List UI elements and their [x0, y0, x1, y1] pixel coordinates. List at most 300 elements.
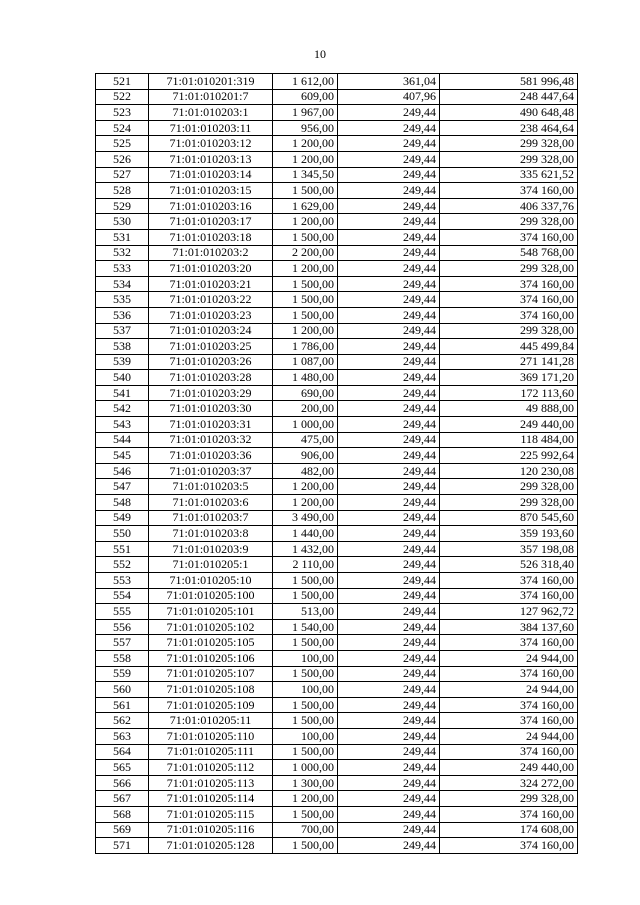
cadastral-value-cell: 374 160,00 — [440, 229, 578, 245]
table-row — [96, 697, 578, 713]
rate-cell: 249,44 — [338, 526, 440, 542]
row-number-cell: 568 — [96, 806, 149, 822]
rate-cell: 249,44 — [338, 417, 440, 433]
area-cell: 1 200,00 — [273, 791, 338, 807]
area-cell: 1 200,00 — [273, 151, 338, 167]
area-cell: 1 500,00 — [273, 292, 338, 308]
cadastral-number-cell: 71:01:010203:20 — [149, 261, 273, 277]
cadastral-value-cell: 118 484,00 — [440, 432, 578, 448]
table-row — [96, 650, 578, 666]
rate-cell: 249,44 — [338, 588, 440, 604]
cadastral-number-cell: 71:01:010203:2 — [149, 245, 273, 261]
rate-cell: 249,44 — [338, 136, 440, 152]
table-row — [96, 573, 578, 589]
cadastral-value-cell: 299 328,00 — [440, 261, 578, 277]
cadastral-value-cell: 127 962,72 — [440, 604, 578, 620]
table-row — [96, 74, 578, 90]
cadastral-number-cell: 71:01:010205:100 — [149, 588, 273, 604]
area-cell: 1 480,00 — [273, 370, 338, 386]
cadastral-number-cell: 71:01:010205:115 — [149, 806, 273, 822]
row-number-cell: 525 — [96, 136, 149, 152]
rate-cell: 249,44 — [338, 105, 440, 121]
row-number-cell: 536 — [96, 307, 149, 323]
row-number-cell: 554 — [96, 588, 149, 604]
row-number-cell: 569 — [96, 822, 149, 838]
rate-cell: 249,44 — [338, 557, 440, 573]
area-cell: 200,00 — [273, 401, 338, 417]
cadastral-value-cell: 299 328,00 — [440, 495, 578, 511]
row-number-cell: 530 — [96, 214, 149, 230]
cadastral-value-cell: 374 160,00 — [440, 713, 578, 729]
row-number-cell: 565 — [96, 760, 149, 776]
area-cell: 1 500,00 — [273, 744, 338, 760]
cadastral-number-cell: 71:01:010203:24 — [149, 323, 273, 339]
cadastral-value-cell: 249 440,00 — [440, 760, 578, 776]
cadastral-value-cell: 445 499,84 — [440, 339, 578, 355]
row-number-cell: 539 — [96, 354, 149, 370]
table-row — [96, 370, 578, 386]
cadastral-number-cell: 71:01:010205:102 — [149, 619, 273, 635]
rate-cell: 249,44 — [338, 495, 440, 511]
table-row — [96, 728, 578, 744]
table-row — [96, 604, 578, 620]
cadastral-value-cell: 374 160,00 — [440, 292, 578, 308]
cadastral-number-cell: 71:01:010203:30 — [149, 401, 273, 417]
table-row — [96, 307, 578, 323]
row-number-cell: 526 — [96, 151, 149, 167]
cadastral-value-cell: 374 160,00 — [440, 276, 578, 292]
area-cell: 2 110,00 — [273, 557, 338, 573]
cadastral-number-cell: 71:01:010201:319 — [149, 74, 273, 90]
cadastral-value-cell: 299 328,00 — [440, 791, 578, 807]
rate-cell: 249,44 — [338, 463, 440, 479]
row-number-cell: 566 — [96, 775, 149, 791]
area-cell: 1 200,00 — [273, 136, 338, 152]
area-cell: 1 000,00 — [273, 417, 338, 433]
cadastral-number-cell: 71:01:010203:6 — [149, 495, 273, 511]
table-row — [96, 448, 578, 464]
area-cell: 1 612,00 — [273, 74, 338, 90]
table-row — [96, 214, 578, 230]
cadastral-value-cell: 374 160,00 — [440, 635, 578, 651]
row-number-cell: 551 — [96, 541, 149, 557]
area-cell: 1 300,00 — [273, 775, 338, 791]
row-number-cell: 531 — [96, 229, 149, 245]
rate-cell: 249,44 — [338, 323, 440, 339]
rate-cell: 249,44 — [338, 806, 440, 822]
cadastral-value-cell: 357 198,08 — [440, 541, 578, 557]
cadastral-number-cell: 71:01:010203:23 — [149, 307, 273, 323]
area-cell: 700,00 — [273, 822, 338, 838]
table-row — [96, 744, 578, 760]
cadastral-value-cell: 324 272,00 — [440, 775, 578, 791]
row-number-cell: 548 — [96, 495, 149, 511]
cadastral-value-cell: 299 328,00 — [440, 151, 578, 167]
rate-cell: 249,44 — [338, 775, 440, 791]
cadastral-number-cell: 71:01:010205:128 — [149, 838, 273, 854]
row-number-cell: 561 — [96, 697, 149, 713]
cadastral-number-cell: 71:01:010203:8 — [149, 526, 273, 542]
row-number-cell: 524 — [96, 120, 149, 136]
area-cell: 1 200,00 — [273, 261, 338, 277]
row-number-cell: 543 — [96, 417, 149, 433]
cadastral-number-cell: 71:01:010205:116 — [149, 822, 273, 838]
rate-cell: 249,44 — [338, 760, 440, 776]
rate-cell: 249,44 — [338, 666, 440, 682]
cadastral-number-cell: 71:01:010203:9 — [149, 541, 273, 557]
cadastral-value-cell: 374 160,00 — [440, 573, 578, 589]
cadastral-value-cell: 238 464,64 — [440, 120, 578, 136]
table-row — [96, 838, 578, 854]
table-row — [96, 635, 578, 651]
cadastral-value-cell: 374 160,00 — [440, 806, 578, 822]
rate-cell: 249,44 — [338, 619, 440, 635]
cadastral-number-cell: 71:01:010203:25 — [149, 339, 273, 355]
cadastral-value-cell: 870 545,60 — [440, 510, 578, 526]
cadastral-value-cell: 369 171,20 — [440, 370, 578, 386]
cadastral-value-cell: 24 944,00 — [440, 728, 578, 744]
area-cell: 609,00 — [273, 89, 338, 105]
cadastral-value-cell: 374 160,00 — [440, 666, 578, 682]
cadastral-number-cell: 71:01:010205:109 — [149, 697, 273, 713]
table-row — [96, 822, 578, 838]
cadastral-value-cell: 359 193,60 — [440, 526, 578, 542]
cadastral-value-cell: 249 440,00 — [440, 417, 578, 433]
table-row — [96, 354, 578, 370]
table-row — [96, 89, 578, 105]
rate-cell: 249,44 — [338, 510, 440, 526]
rate-cell: 249,44 — [338, 385, 440, 401]
table-row — [96, 791, 578, 807]
row-number-cell: 538 — [96, 339, 149, 355]
table-row — [96, 136, 578, 152]
cadastral-value-cell: 374 160,00 — [440, 838, 578, 854]
cadastral-number-cell: 71:01:010203:11 — [149, 120, 273, 136]
row-number-cell: 559 — [96, 666, 149, 682]
row-number-cell: 563 — [96, 728, 149, 744]
table-row — [96, 619, 578, 635]
row-number-cell: 556 — [96, 619, 149, 635]
area-cell: 1 500,00 — [273, 573, 338, 589]
cadastral-number-cell: 71:01:010205:107 — [149, 666, 273, 682]
cadastral-number-cell: 71:01:010203:18 — [149, 229, 273, 245]
cadastral-value-cell: 384 137,60 — [440, 619, 578, 635]
table-row — [96, 151, 578, 167]
row-number-cell: 571 — [96, 838, 149, 854]
row-number-cell: 541 — [96, 385, 149, 401]
area-cell: 1 000,00 — [273, 760, 338, 776]
table-row — [96, 666, 578, 682]
cadastral-value-cell: 174 608,00 — [440, 822, 578, 838]
cadastral-value-cell: 299 328,00 — [440, 323, 578, 339]
area-cell: 1 200,00 — [273, 214, 338, 230]
row-number-cell: 564 — [96, 744, 149, 760]
cadastral-number-cell: 71:01:010205:108 — [149, 682, 273, 698]
table-row — [96, 682, 578, 698]
row-number-cell: 560 — [96, 682, 149, 698]
rate-cell: 249,44 — [338, 354, 440, 370]
table-row — [96, 760, 578, 776]
cadastral-value-cell: 374 160,00 — [440, 697, 578, 713]
area-cell: 1 200,00 — [273, 495, 338, 511]
row-number-cell: 547 — [96, 479, 149, 495]
table-row — [96, 401, 578, 417]
area-cell: 690,00 — [273, 385, 338, 401]
area-cell: 100,00 — [273, 650, 338, 666]
table-row — [96, 120, 578, 136]
area-cell: 100,00 — [273, 682, 338, 698]
cadastral-value-cell: 548 768,00 — [440, 245, 578, 261]
cadastral-number-cell: 71:01:010201:7 — [149, 89, 273, 105]
area-cell: 1 500,00 — [273, 713, 338, 729]
rate-cell: 249,44 — [338, 573, 440, 589]
cadastral-number-cell: 71:01:010205:105 — [149, 635, 273, 651]
cadastral-value-cell: 406 337,76 — [440, 198, 578, 214]
table-row — [96, 167, 578, 183]
cadastral-number-cell: 71:01:010203:17 — [149, 214, 273, 230]
table-row — [96, 557, 578, 573]
rate-cell: 249,44 — [338, 120, 440, 136]
area-cell: 1 500,00 — [273, 666, 338, 682]
cadastral-number-cell: 71:01:010203:13 — [149, 151, 273, 167]
cadastral-value-cell: 490 648,48 — [440, 105, 578, 121]
cadastral-number-cell: 71:01:010203:12 — [149, 136, 273, 152]
rate-cell: 249,44 — [338, 183, 440, 199]
table-row — [96, 495, 578, 511]
table-row — [96, 292, 578, 308]
table-row — [96, 463, 578, 479]
area-cell: 482,00 — [273, 463, 338, 479]
row-number-cell: 567 — [96, 791, 149, 807]
row-number-cell: 550 — [96, 526, 149, 542]
table-row — [96, 806, 578, 822]
cadastral-number-cell: 71:01:010203:29 — [149, 385, 273, 401]
area-cell: 1 087,00 — [273, 354, 338, 370]
row-number-cell: 532 — [96, 245, 149, 261]
rate-cell: 249,44 — [338, 728, 440, 744]
table-row — [96, 510, 578, 526]
cadastral-number-cell: 71:01:010205:110 — [149, 728, 273, 744]
cadastral-number-cell: 71:01:010203:31 — [149, 417, 273, 433]
area-cell: 2 200,00 — [273, 245, 338, 261]
rate-cell: 249,44 — [338, 401, 440, 417]
row-number-cell: 537 — [96, 323, 149, 339]
table-row — [96, 339, 578, 355]
area-cell: 1 440,00 — [273, 526, 338, 542]
cadastral-number-cell: 71:01:010205:114 — [149, 791, 273, 807]
cadastral-number-cell: 71:01:010205:10 — [149, 573, 273, 589]
rate-cell: 249,44 — [338, 307, 440, 323]
rate-cell: 249,44 — [338, 744, 440, 760]
row-number-cell: 549 — [96, 510, 149, 526]
area-cell: 1 967,00 — [273, 105, 338, 121]
cadastral-number-cell: 71:01:010205:112 — [149, 760, 273, 776]
cadastral-value-cell: 172 113,60 — [440, 385, 578, 401]
row-number-cell: 558 — [96, 650, 149, 666]
rate-cell: 249,44 — [338, 229, 440, 245]
cadastral-number-cell: 71:01:010203:15 — [149, 183, 273, 199]
cadastral-number-cell: 71:01:010203:1 — [149, 105, 273, 121]
area-cell: 1 500,00 — [273, 697, 338, 713]
cadastral-number-cell: 71:01:010205:101 — [149, 604, 273, 620]
table-row — [96, 385, 578, 401]
cadastral-value-cell: 24 944,00 — [440, 650, 578, 666]
table-row — [96, 526, 578, 542]
row-number-cell: 546 — [96, 463, 149, 479]
area-cell: 1 200,00 — [273, 479, 338, 495]
cadastral-value-cell: 299 328,00 — [440, 479, 578, 495]
row-number-cell: 534 — [96, 276, 149, 292]
rate-cell: 249,44 — [338, 791, 440, 807]
row-number-cell: 533 — [96, 261, 149, 277]
area-cell: 1 500,00 — [273, 635, 338, 651]
rate-cell: 249,44 — [338, 245, 440, 261]
rate-cell: 249,44 — [338, 276, 440, 292]
row-number-cell: 544 — [96, 432, 149, 448]
cadastral-value-cell: 526 318,40 — [440, 557, 578, 573]
cadastral-value-cell: 49 888,00 — [440, 401, 578, 417]
table-row — [96, 479, 578, 495]
cadastral-value-cell: 24 944,00 — [440, 682, 578, 698]
cadastral-number-cell: 71:01:010203:5 — [149, 479, 273, 495]
area-cell: 100,00 — [273, 728, 338, 744]
area-cell: 1 500,00 — [273, 806, 338, 822]
cadastral-value-cell: 299 328,00 — [440, 136, 578, 152]
table-row — [96, 105, 578, 121]
cadastral-number-cell: 71:01:010205:111 — [149, 744, 273, 760]
rate-cell: 249,44 — [338, 635, 440, 651]
area-cell: 1 432,00 — [273, 541, 338, 557]
cadastral-number-cell: 71:01:010205:113 — [149, 775, 273, 791]
table-row — [96, 198, 578, 214]
area-cell: 906,00 — [273, 448, 338, 464]
cadastral-value-cell: 374 160,00 — [440, 588, 578, 604]
area-cell: 1 500,00 — [273, 838, 338, 854]
cadastral-number-cell: 71:01:010203:14 — [149, 167, 273, 183]
rate-cell: 249,44 — [338, 838, 440, 854]
table-row — [96, 432, 578, 448]
area-cell: 1 500,00 — [273, 307, 338, 323]
rate-cell: 249,44 — [338, 167, 440, 183]
cadastral-value-cell: 374 160,00 — [440, 307, 578, 323]
table-row — [96, 713, 578, 729]
cadastral-value-cell: 271 141,28 — [440, 354, 578, 370]
area-cell: 1 200,00 — [273, 323, 338, 339]
cadastral-number-cell: 71:01:010205:11 — [149, 713, 273, 729]
cadastral-number-cell: 71:01:010203:26 — [149, 354, 273, 370]
cadastral-number-cell: 71:01:010205:106 — [149, 650, 273, 666]
rate-cell: 249,44 — [338, 370, 440, 386]
cadastral-value-cell: 335 621,52 — [440, 167, 578, 183]
cadastral-number-cell: 71:01:010203:22 — [149, 292, 273, 308]
row-number-cell: 542 — [96, 401, 149, 417]
rate-cell: 249,44 — [338, 198, 440, 214]
row-number-cell: 555 — [96, 604, 149, 620]
row-number-cell: 523 — [96, 105, 149, 121]
cadastral-value-cell: 374 160,00 — [440, 744, 578, 760]
row-number-cell: 562 — [96, 713, 149, 729]
area-cell: 1 629,00 — [273, 198, 338, 214]
cadastral-number-cell: 71:01:010203:7 — [149, 510, 273, 526]
table-row — [96, 245, 578, 261]
area-cell: 1 500,00 — [273, 229, 338, 245]
rate-cell: 249,44 — [338, 432, 440, 448]
area-cell: 3 490,00 — [273, 510, 338, 526]
row-number-cell: 557 — [96, 635, 149, 651]
rate-cell: 249,44 — [338, 650, 440, 666]
area-cell: 1 786,00 — [273, 339, 338, 355]
rate-cell: 249,44 — [338, 682, 440, 698]
cadastral-value-cell: 120 230,08 — [440, 463, 578, 479]
row-number-cell: 540 — [96, 370, 149, 386]
table-body — [96, 74, 578, 854]
rate-cell: 249,44 — [338, 697, 440, 713]
cadastral-value-cell: 581 996,48 — [440, 74, 578, 90]
row-number-cell: 521 — [96, 74, 149, 90]
rate-cell: 249,44 — [338, 604, 440, 620]
row-number-cell: 527 — [96, 167, 149, 183]
row-number-cell: 528 — [96, 183, 149, 199]
rate-cell: 249,44 — [338, 541, 440, 557]
rate-cell: 249,44 — [338, 261, 440, 277]
cadastral-number-cell: 71:01:010203:32 — [149, 432, 273, 448]
cadastral-number-cell: 71:01:010203:37 — [149, 463, 273, 479]
rate-cell: 407,96 — [338, 89, 440, 105]
rate-cell: 249,44 — [338, 292, 440, 308]
cadastral-number-cell: 71:01:010205:1 — [149, 557, 273, 573]
row-number-cell: 553 — [96, 573, 149, 589]
rate-cell: 249,44 — [338, 448, 440, 464]
table-row — [96, 276, 578, 292]
rate-cell: 249,44 — [338, 214, 440, 230]
row-number-cell: 522 — [96, 89, 149, 105]
cadastral-value-cell: 248 447,64 — [440, 89, 578, 105]
table-row — [96, 229, 578, 245]
row-number-cell: 545 — [96, 448, 149, 464]
table-row — [96, 323, 578, 339]
area-cell: 1 345,50 — [273, 167, 338, 183]
cadastral-number-cell: 71:01:010203:36 — [149, 448, 273, 464]
cadastral-number-cell: 71:01:010203:16 — [149, 198, 273, 214]
table-row — [96, 261, 578, 277]
area-cell: 1 500,00 — [273, 276, 338, 292]
area-cell: 475,00 — [273, 432, 338, 448]
area-cell: 956,00 — [273, 120, 338, 136]
area-cell: 1 500,00 — [273, 588, 338, 604]
table-row — [96, 417, 578, 433]
cadastral-number-cell: 71:01:010203:21 — [149, 276, 273, 292]
area-cell: 1 500,00 — [273, 183, 338, 199]
area-cell: 1 540,00 — [273, 619, 338, 635]
cadastral-value-cell: 225 992,64 — [440, 448, 578, 464]
rate-cell: 249,44 — [338, 713, 440, 729]
table-row — [96, 541, 578, 557]
rate-cell: 249,44 — [338, 339, 440, 355]
rate-cell: 249,44 — [338, 151, 440, 167]
area-cell: 513,00 — [273, 604, 338, 620]
cadastral-value-cell: 299 328,00 — [440, 214, 578, 230]
cadastral-value-cell: 374 160,00 — [440, 183, 578, 199]
rate-cell: 249,44 — [338, 479, 440, 495]
row-number-cell: 552 — [96, 557, 149, 573]
cadastral-number-cell: 71:01:010203:28 — [149, 370, 273, 386]
rate-cell: 361,04 — [338, 74, 440, 90]
row-number-cell: 535 — [96, 292, 149, 308]
table-row — [96, 775, 578, 791]
table-row — [96, 588, 578, 604]
table-row — [96, 183, 578, 199]
cadastral-value-table — [95, 73, 578, 854]
